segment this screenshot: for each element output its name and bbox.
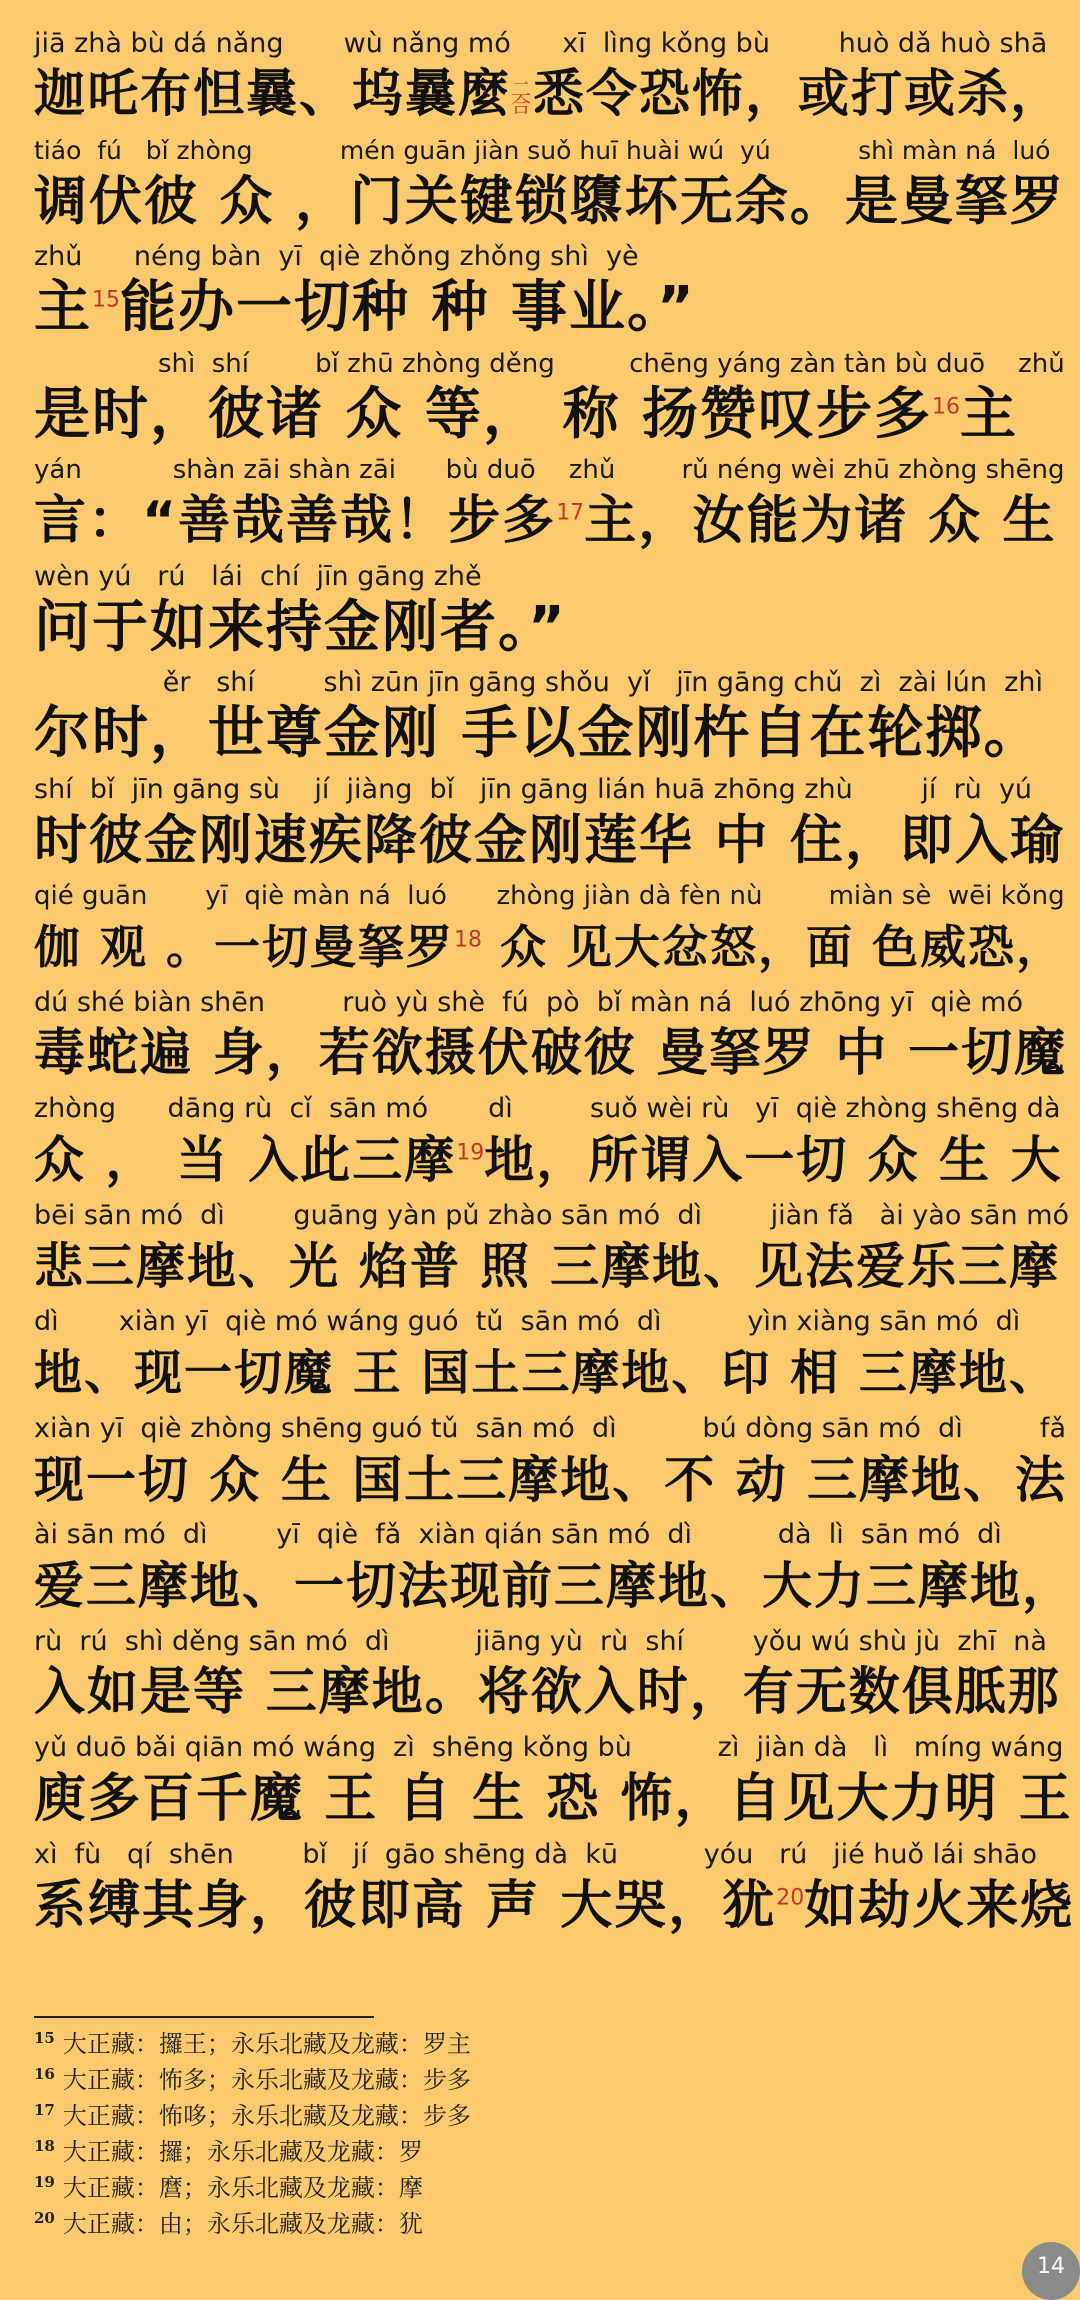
footnote-reference[interactable]: 15 <box>92 287 120 313</box>
pinyin-line: ài sān mó dì yī qiè fǎ xiàn qián sān mó dì dà lì sān mó dì <box>34 1519 1002 1550</box>
text-line <box>0 667 1080 773</box>
pinyin-line: dú shé biàn shēn ruò yù shè fú pò bǐ màn ná luó zhōng yī qiè mó <box>34 986 1024 1018</box>
hanzi-text: 主 <box>34 275 92 340</box>
footnote-divider <box>34 2016 374 2018</box>
footnote-number: 18 <box>34 2137 55 2155</box>
hanzi-text: 如劫火来烧 <box>804 1875 1075 1936</box>
text-line <box>0 348 1080 454</box>
pinyin-line: ěr shí shì zūn jīn gāng shǒu yǐ jīn gāng chǔ zì zài lún zhì <box>34 667 1043 698</box>
hanzi-text: 众 ， 当 入此三摩 <box>34 1131 457 1189</box>
text-line <box>0 1839 1080 1945</box>
hanzi-text: 地、现一切魔 王 国土三摩地、印 相 三摩地、 <box>34 1345 1059 1401</box>
text-line <box>0 135 1080 241</box>
hanzi-line <box>34 1660 1070 1726</box>
hanzi-line <box>34 488 1070 554</box>
hanzi-line <box>34 1340 1070 1406</box>
pinyin-line: qié guān yī qiè màn ná luó zhòng jiàn dà fèn nù miàn sè wēi kǒng <box>34 881 1065 911</box>
text-line <box>0 1093 1080 1199</box>
hanzi-text: 主 <box>959 381 1018 447</box>
footnote-text: 大正藏：怖哆；永乐北藏及龙藏：步多 <box>62 2102 471 2130</box>
footnote-reference[interactable]: 18 <box>454 927 483 953</box>
pinyin-line: zhǔ néng bàn yī qiè zhǒng zhǒng shì yè <box>34 241 639 272</box>
footnote-number: 20 <box>34 2209 55 2227</box>
text-line <box>0 1732 1080 1838</box>
pinyin-line: xì fù qí shēn bǐ jí gāo shēng dà kū yóu rú jié huǒ lái shāo <box>34 1838 1037 1870</box>
pinyin-line: zhòng dāng rù cǐ sān mó dì suǒ wèi rù yī qiè zhòng shēng dà <box>34 1093 1061 1124</box>
hanzi-text: 时彼金刚速疾降彼金刚莲华 中 住，即入瑜 <box>34 809 1065 871</box>
hanzi-line <box>34 1234 1070 1300</box>
footnote-text: 大正藏：麿；永乐北藏及龙藏：摩 <box>62 2174 423 2202</box>
hanzi-line <box>34 62 1070 128</box>
text-line <box>0 880 1080 986</box>
hanzi-text: 是时，彼诸 众 等， 称 扬赞叹步多 <box>34 381 932 447</box>
text-line <box>0 241 1080 347</box>
hanzi-line <box>34 914 1070 980</box>
hanzi-text: 爱三摩地、一切法现前三摩地、大力三摩地， <box>34 1557 1074 1615</box>
footnote-item <box>34 2062 734 2098</box>
footnote-reference[interactable]: 19 <box>456 1140 485 1166</box>
footnote-text: 大正藏：怖多；永乐北藏及龙藏：步多 <box>62 2066 471 2094</box>
pinyin-line: shí bǐ jīn gāng sù jí jiàng bǐ jīn gāng lián huā zhōng zhù jí rù yú <box>34 773 1033 805</box>
footnote-reference[interactable]: 20 <box>776 1885 805 1911</box>
text-line <box>0 1626 1080 1732</box>
pinyin-line: wèn yú rú lái chí jīn gāng zhě <box>34 560 482 592</box>
hanzi-line <box>34 1021 1070 1087</box>
hanzi-text: 问于如来持金刚者。” <box>34 594 567 660</box>
hanzi-text: 入如是等 三摩地。将欲入时，有无数俱胝那 <box>34 1662 1061 1722</box>
hanzi-line <box>34 1873 1075 1939</box>
text-line <box>0 454 1080 560</box>
footnote-item <box>34 2170 734 2206</box>
hanzi-line <box>34 595 1070 661</box>
hanzi-text: 庾多百千魔 王 自 生 恐 怖，自见大力明 王 <box>34 1769 1073 1829</box>
footnote-number: 17 <box>34 2101 55 2119</box>
footnote-item <box>34 2206 734 2242</box>
pinyin-line: bēi sān mó dì guāng yàn pǔ zhào sān mó dì jiàn fǎ ài yào sān mó <box>34 1199 1070 1231</box>
hanzi-text: 伽 观 。一切曼拏罗 <box>34 920 455 974</box>
text-line <box>0 987 1080 1093</box>
hanzi-text: 毒蛇遍 身，若欲摄伏破彼 曼拏罗 中 一切魔 <box>34 1023 1068 1083</box>
hanzi-line <box>34 701 1070 767</box>
pinyin-line: dì xiàn yī qiè mó wáng guó tǔ sān mó dì yìn xiàng sān mó dì <box>34 1306 1021 1337</box>
hanzi-line <box>34 169 1070 235</box>
pinyin-line: tiáo fú bǐ zhòng mén guān jiàn suǒ huī huài wú yú shì màn ná luó <box>34 135 1051 165</box>
text-line <box>0 1200 1080 1306</box>
pinyin-line: jiā zhà bù dá nǎng wù nǎng mó xī lìng kǒng bù huò dǎ huò shā <box>34 28 1048 59</box>
text-line <box>0 28 1080 134</box>
pinyin-line: xiàn yī qiè zhòng shēng guó tǔ sān mó dì bú dòng sān mó dì fǎ <box>34 1412 1066 1444</box>
footnote-reference[interactable]: 16 <box>931 393 960 419</box>
footnote-item <box>34 2134 734 2170</box>
pinyin-line: rù rú shì děng sān mó dì jiāng yù rù shí yǒu wú shù jù zhī nà <box>34 1625 1047 1657</box>
hanzi-line <box>34 1766 1073 1832</box>
hanzi-text: 迦吒布怛曩、坞曩麼 <box>34 65 512 124</box>
hanzi-text: 主，汝能为诸 众 生 <box>584 491 1057 551</box>
hanzi-text: 尔时，世尊金刚 手以金刚杵自在轮掷。 <box>34 701 1042 766</box>
page-number-badge: 14 <box>1022 2242 1080 2300</box>
text-line <box>0 774 1080 880</box>
hanzi-text: 悉令恐怖，或打或杀， <box>533 65 1064 124</box>
text-line <box>0 561 1080 667</box>
pinyin-line: shì shí bǐ zhū zhòng děng chēng yáng zàn tàn bù duō zhǔ <box>34 348 1065 379</box>
footnote-number: 19 <box>34 2173 55 2191</box>
hanzi-text: 地，所谓入一切 众 生 大 <box>484 1131 1063 1189</box>
hanzi-line <box>34 808 1070 874</box>
footnote-item <box>34 2026 734 2062</box>
hanzi-text: 调伏彼 众 ，门关键锁隳坏无余。是曼拏罗 <box>34 170 1065 232</box>
footnote-number: 15 <box>34 2029 55 2047</box>
text-line <box>0 1413 1080 1519</box>
hanzi-line <box>34 382 1070 448</box>
hanzi-line <box>34 275 1070 341</box>
hanzi-text: 悲三摩地、光 焰普 照 三摩地、见法爱乐三摩 <box>34 1237 1061 1295</box>
pinyin-line: yán shàn zāi shàn zāi bù duō zhǔ rǔ néng wèi zhū zhòng shēng <box>34 455 1065 485</box>
hanzi-line <box>34 1447 1070 1513</box>
hanzi-text: 言：“善哉善哉！步多 <box>34 491 557 551</box>
footnote-text: 大正藏：攞；永乐北藏及龙藏：罗 <box>62 2138 423 2166</box>
hanzi-text: 系缚其身，彼即高 声 大哭，犹 <box>34 1875 777 1936</box>
footnote-reference[interactable]: 17 <box>556 500 585 526</box>
hanzi-text: 众 见大忿怒，面 色威恐， <box>482 920 1065 974</box>
footnote-text: 大正藏：攞王；永乐北藏及龙藏：罗主 <box>62 2030 471 2058</box>
combined-syllable-mark: 二合 <box>511 77 534 117</box>
text-line <box>0 1519 1080 1625</box>
footnote-text: 大正藏：由；永乐北藏及龙藏：犹 <box>62 2210 423 2238</box>
hanzi-text: 能办一切种 种 事业。” <box>120 275 696 340</box>
footnotes <box>34 2026 734 2242</box>
hanzi-text: 现一切 众 生 国土三摩地、不 动 三摩地、法 <box>34 1450 1068 1509</box>
text-line <box>0 1306 1080 1412</box>
hanzi-line <box>34 1553 1074 1619</box>
pinyin-line: yǔ duō bǎi qiān mó wáng zì shēng kǒng bù zì jiàn dà lì míng wáng <box>34 1732 1064 1763</box>
hanzi-line <box>34 1127 1070 1193</box>
footnote-item <box>34 2098 734 2134</box>
footnote-number: 16 <box>34 2065 55 2083</box>
